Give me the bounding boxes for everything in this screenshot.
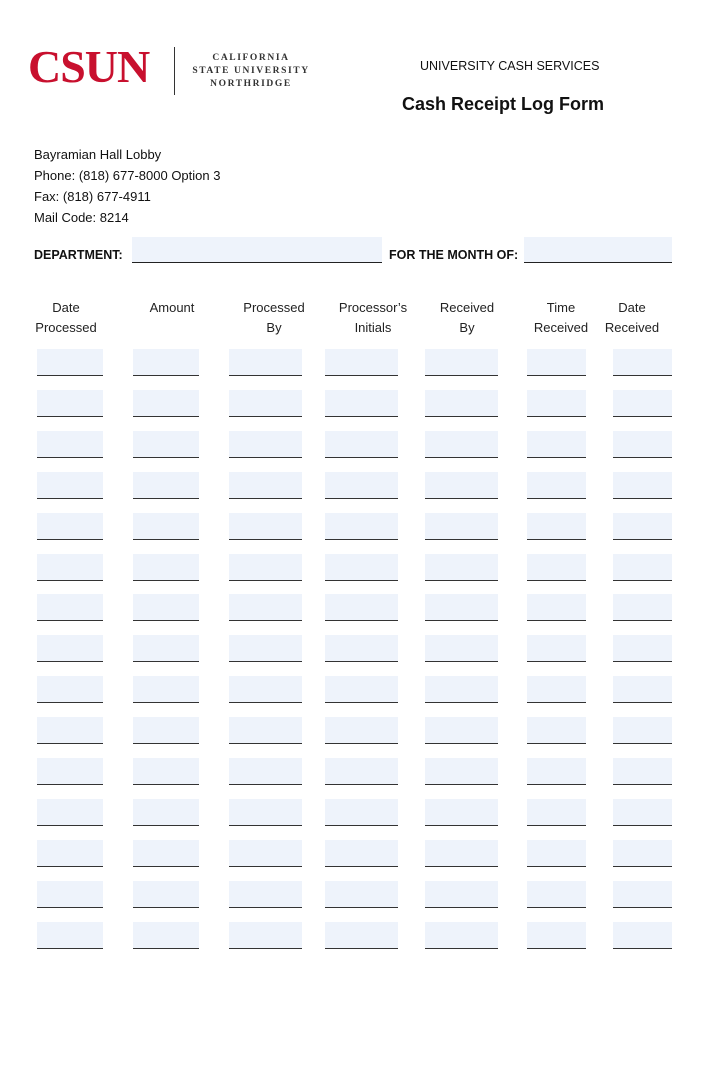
logo-sub-line-1: CALIFORNIA <box>212 53 290 63</box>
cell-date-received[interactable] <box>613 513 672 540</box>
column-header-line: By <box>459 320 475 335</box>
cell-processor-initials[interactable] <box>325 513 398 540</box>
cell-amount[interactable] <box>133 349 199 376</box>
column-header-line: By <box>266 320 282 335</box>
column-header-line: Processed <box>35 320 97 335</box>
cell-date-processed[interactable] <box>37 554 103 581</box>
contact-fax: Fax: (818) 677-4911 <box>34 189 151 204</box>
column-header-line: Processor’s <box>338 300 408 315</box>
cell-amount[interactable] <box>133 594 199 621</box>
column-header-date-processed <box>21 298 111 338</box>
cell-date-processed[interactable] <box>37 635 103 662</box>
cell-processor-initials[interactable] <box>325 922 398 949</box>
cell-received-by[interactable] <box>425 513 498 540</box>
cell-time-received[interactable] <box>527 758 586 785</box>
cell-date-received[interactable] <box>613 594 672 621</box>
cell-date-processed[interactable] <box>37 840 103 867</box>
cell-processed-by[interactable] <box>229 676 302 703</box>
cell-time-received[interactable] <box>527 635 586 662</box>
cell-processor-initials[interactable] <box>325 676 398 703</box>
cell-processor-initials[interactable] <box>325 840 398 867</box>
cell-date-received[interactable] <box>613 758 672 785</box>
cell-date-processed[interactable] <box>37 799 103 826</box>
column-header-line: Processed <box>243 300 305 315</box>
department-label: DEPARTMENT: <box>34 248 123 262</box>
logo-sub-line-3: NORTHRIDGE <box>210 79 292 89</box>
cell-processed-by[interactable] <box>229 635 302 662</box>
cell-date-received[interactable] <box>613 554 672 581</box>
csun-logo-wordmark: CSUN <box>28 41 150 92</box>
cell-date-received[interactable] <box>613 840 672 867</box>
cell-date-processed[interactable] <box>37 758 103 785</box>
cell-amount[interactable] <box>133 431 199 458</box>
cell-processor-initials[interactable] <box>325 635 398 662</box>
column-header-amount <box>127 298 217 318</box>
column-header-line: Received <box>533 320 589 335</box>
cell-processor-initials[interactable] <box>325 349 398 376</box>
cell-time-received[interactable] <box>527 717 586 744</box>
cell-time-received[interactable] <box>527 840 586 867</box>
cell-amount[interactable] <box>133 390 199 417</box>
cell-date-received[interactable] <box>613 717 672 744</box>
cell-received-by[interactable] <box>425 635 498 662</box>
cell-amount[interactable] <box>133 717 199 744</box>
cell-time-received[interactable] <box>527 349 586 376</box>
cell-received-by[interactable] <box>425 554 498 581</box>
cell-time-received[interactable] <box>527 472 586 499</box>
cell-received-by[interactable] <box>425 594 498 621</box>
university-name-lockup <box>186 52 316 91</box>
cell-received-by[interactable] <box>425 717 498 744</box>
cell-amount[interactable] <box>133 758 199 785</box>
month-label: FOR THE MONTH OF: <box>389 248 519 262</box>
cell-processor-initials[interactable] <box>325 717 398 744</box>
office-name: UNIVERSITY CASH SERVICES <box>420 59 600 73</box>
cell-time-received[interactable] <box>527 390 586 417</box>
cell-date-processed[interactable] <box>37 472 103 499</box>
cell-received-by[interactable] <box>425 676 498 703</box>
cell-time-received[interactable] <box>527 431 586 458</box>
cell-date-processed[interactable] <box>37 349 103 376</box>
cell-date-received[interactable] <box>613 431 672 458</box>
cell-date-processed[interactable] <box>37 594 103 621</box>
cell-processed-by[interactable] <box>229 717 302 744</box>
cell-date-processed[interactable] <box>37 513 103 540</box>
cell-amount[interactable] <box>133 922 199 949</box>
cell-processed-by[interactable] <box>229 431 302 458</box>
cell-received-by[interactable] <box>425 840 498 867</box>
cell-date-processed[interactable] <box>37 717 103 744</box>
cell-processed-by[interactable] <box>229 594 302 621</box>
cell-date-processed[interactable] <box>37 390 103 417</box>
cell-amount[interactable] <box>133 799 199 826</box>
cell-processed-by[interactable] <box>229 799 302 826</box>
cell-date-received[interactable] <box>613 799 672 826</box>
column-header-line: Amount <box>149 300 195 315</box>
column-header-received-by <box>422 298 512 338</box>
department-field[interactable] <box>132 237 382 263</box>
cell-date-received[interactable] <box>613 349 672 376</box>
cell-time-received[interactable] <box>527 881 586 908</box>
cell-received-by[interactable] <box>425 758 498 785</box>
cell-processor-initials[interactable] <box>325 799 398 826</box>
cell-received-by[interactable] <box>425 922 498 949</box>
cell-processor-initials[interactable] <box>325 554 398 581</box>
cell-date-received[interactable] <box>613 881 672 908</box>
cell-processor-initials[interactable] <box>325 758 398 785</box>
column-header-line: Date <box>618 300 646 315</box>
cell-date-received[interactable] <box>613 676 672 703</box>
cell-processor-initials[interactable] <box>325 472 398 499</box>
column-header-line: Received <box>439 300 495 315</box>
cell-time-received[interactable] <box>527 799 586 826</box>
cell-time-received[interactable] <box>527 676 586 703</box>
cell-amount[interactable] <box>133 472 199 499</box>
cell-amount[interactable] <box>133 635 199 662</box>
cell-received-by[interactable] <box>425 881 498 908</box>
cell-date-received[interactable] <box>613 922 672 949</box>
cell-time-received[interactable] <box>527 554 586 581</box>
logo-divider <box>174 47 175 95</box>
form-title: Cash Receipt Log Form <box>402 94 605 114</box>
logo-sub-line-2: STATE UNIVERSITY <box>192 66 310 76</box>
contact-info <box>34 144 220 228</box>
column-header-date-received <box>587 298 677 338</box>
cell-processed-by[interactable] <box>229 472 302 499</box>
cell-date-processed[interactable] <box>37 431 103 458</box>
cell-time-received[interactable] <box>527 513 586 540</box>
column-header-processed-by <box>229 298 319 338</box>
cell-processor-initials[interactable] <box>325 881 398 908</box>
column-header-line: Initials <box>354 320 392 335</box>
cell-processor-initials[interactable] <box>325 431 398 458</box>
cell-processed-by[interactable] <box>229 513 302 540</box>
cell-received-by[interactable] <box>425 799 498 826</box>
cell-processor-initials[interactable] <box>325 390 398 417</box>
contact-location: Bayramian Hall Lobby <box>34 147 162 162</box>
contact-phone: Phone: (818) 677-8000 Option 3 <box>34 168 221 183</box>
cell-processed-by[interactable] <box>229 881 302 908</box>
cell-amount[interactable] <box>133 840 199 867</box>
cell-received-by[interactable] <box>425 472 498 499</box>
cell-processed-by[interactable] <box>229 922 302 949</box>
column-header-line: Date <box>52 300 80 315</box>
cell-processor-initials[interactable] <box>325 594 398 621</box>
cell-date-processed[interactable] <box>37 881 103 908</box>
cell-date-processed[interactable] <box>37 922 103 949</box>
column-header-line: Received <box>604 320 660 335</box>
cell-date-received[interactable] <box>613 472 672 499</box>
cell-date-processed[interactable] <box>37 676 103 703</box>
cell-processed-by[interactable] <box>229 554 302 581</box>
contact-mail-code: Mail Code: 8214 <box>34 210 129 225</box>
cell-processed-by[interactable] <box>229 390 302 417</box>
month-field[interactable] <box>524 237 672 263</box>
cell-date-received[interactable] <box>613 390 672 417</box>
cell-received-by[interactable] <box>425 349 498 376</box>
column-header-processor-initials <box>328 298 418 338</box>
cell-time-received[interactable] <box>527 922 586 949</box>
cell-time-received[interactable] <box>527 594 586 621</box>
cell-amount[interactable] <box>133 554 199 581</box>
cell-amount[interactable] <box>133 676 199 703</box>
cell-amount[interactable] <box>133 881 199 908</box>
cell-amount[interactable] <box>133 513 199 540</box>
cell-processed-by[interactable] <box>229 349 302 376</box>
cell-processed-by[interactable] <box>229 840 302 867</box>
cell-received-by[interactable] <box>425 431 498 458</box>
cell-processed-by[interactable] <box>229 758 302 785</box>
cell-date-received[interactable] <box>613 635 672 662</box>
cell-received-by[interactable] <box>425 390 498 417</box>
column-header-line: Time <box>546 300 576 315</box>
